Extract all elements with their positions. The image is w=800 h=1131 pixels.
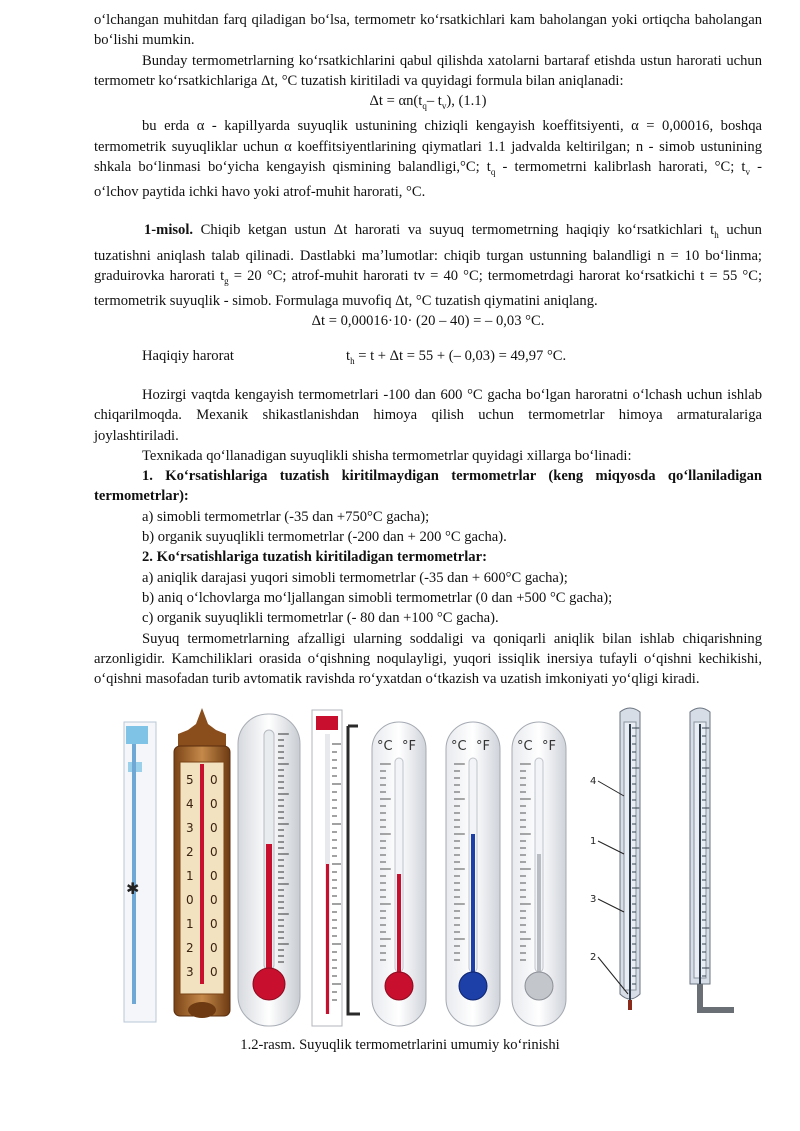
wood-scale-digit: 0 (186, 893, 194, 907)
wood-scale-digit: 1 (186, 869, 194, 883)
wood-scale-digit: 2 (186, 845, 194, 859)
paragraph: Suyuq termometrlarning afzalligi ularning soddaligi va qoniqarli aniqlik bilan ishlab chiqarishning arzonligidir. Kamchiliklari orasida oʻqishning noqulayligi, yuqori issiqlik inersiya tufayli oʻqishni kechikishi, oʻqishni masofadan turib avtomatik ravishda roʻyxatdan oʻtkazish va uzatish imkoniyati yoʻqligi kiradi. (94, 630, 762, 688)
wood-scale-digit: 0 (210, 797, 218, 811)
list-item: a) simobli termometrlar (-35 dan +750°C gacha); (142, 508, 430, 525)
celsius-fahrenheit-thermometer-blue-icon (446, 722, 500, 1026)
svg-text:°F: °F (476, 739, 490, 754)
wood-scale-digit: 0 (210, 893, 218, 907)
formula-1-1: $\Delta t = \alpha n(t_q-$ $t_v$), (1.1) (369, 93, 487, 112)
celsius-fahrenheit-thermometer-grey-icon (512, 722, 566, 1026)
section-heading-1: 1. Koʻrsatishlariga tuzatish kiritilmaydigan termometrlar (keng miqyosda qoʻllaniladigan termometrlar): (94, 468, 762, 505)
technical-thermometer-diagram-icon (590, 708, 640, 1010)
wood-scale-digit: 0 (210, 821, 218, 835)
svg-text:°C: °C (517, 739, 533, 754)
thermometers-figure (118, 704, 758, 1030)
wood-scale-digit: 0 (210, 965, 218, 979)
svg-text:°F: °F (402, 739, 416, 754)
paragraph: Hozirgi vaqtda kengayish termometrlari -100 dan 600 °C gacha boʻlgan haroratni oʻlchash uchun ishlab chiqarilmoqda. Mexanik shikastlanishdan himoya qilish uchun termometrlar himoya armaturalariga joylashtiriladi. (94, 386, 762, 444)
svg-text:3: 3 (590, 894, 597, 905)
svg-text:✱: ✱ (126, 879, 140, 898)
svg-text:°F: °F (542, 739, 556, 754)
angled-technical-thermometer-icon (690, 708, 734, 1010)
section-heading-2: 2. Koʻrsatishlariga tuzatish kiritiladigan termometrlar: (142, 549, 487, 566)
list-item: c) organik suyuqlikli termometrlar (- 80 dan +100 °C gacha). (142, 610, 499, 627)
calculation-2: Haqiqiy harorat $t_h = t + \Delta t = 55$ + (– 0,03) = 49,97 °C. (142, 347, 567, 366)
list-item: a) aniqlik darajasi yuqori simobli termometrlar (-35 dan + 600°C gacha); (142, 569, 568, 586)
svg-text:°C: °C (451, 739, 467, 754)
red-thermometer-icon (238, 714, 300, 1026)
example-label: 1-misol. (144, 222, 194, 239)
wood-scale-digit: 0 (210, 917, 218, 931)
paragraph: Texnikada qoʻllanadigan suyuqlikli shisha termometrlar quyidagi xillarga boʻlinadi: (142, 447, 632, 464)
svg-text:4: 4 (590, 776, 597, 787)
wood-scale-digit: 0 (210, 869, 218, 883)
celsius-fahrenheit-thermometer-red-icon (372, 722, 426, 1026)
svg-text:°C: °C (377, 739, 393, 754)
bracket-thermometer-icon (312, 710, 360, 1026)
list-item: b) organik suyuqlikli termometrlar (-200 dan + 200 °C gacha). (142, 529, 507, 546)
list-item: b) aniq oʻlchovlarga moʻljallangan simobli termometrlar (0 dan +500 °C gacha); (142, 589, 613, 606)
wood-scale-digit: 2 (186, 941, 194, 955)
figure-caption: 1.2-rasm. Suyuqlik termometrlarini umumiy koʻrinishi (240, 1037, 560, 1053)
thermometer-strip-icon (124, 722, 156, 1022)
wood-scale-digit: 4 (186, 797, 194, 811)
svg-text:1: 1 (590, 836, 597, 847)
paragraph: bu erda α - kapillyarda suyuqlik ustunining chiziqli kengayish koeffitsiyenti, α = 0,00016, boshqa termometrik suyuqliklar uchun α koeffitsiyentlarining qiymatlari 1.1 jadvalda keltirilgan; n - simob ustunining shkala boʻlinmasi boʻyicha kengayish qismining balandligi,°C; $t_q$ - termometrni kalibrlash harorati, °C; $t_v$ - oʻlchov paytida ichki havo yoki atrof-muhit harorati, °C. (94, 118, 763, 201)
paragraph: Bunday termometrlarning koʻrsatkichlarini qabul qilishda xatolarni bartaraf etishda ustun harorati uchun termometr koʻrsatkichlariga Δt, °C tuzatish kiritiladi va quyidagi formula bilan aniqlanadi: (94, 52, 762, 89)
wood-scale-digit: 5 (186, 773, 194, 787)
wood-scale-digit: 0 (210, 941, 218, 955)
wood-scale-digit: 1 (186, 917, 194, 931)
wooden-thermometer-icon (174, 708, 230, 1018)
paragraph: oʻlchangan muhitdan farq qiladigan boʻlsa, termometr koʻrsatkichlari kam baholangan yoki ortiqcha baholangan boʻlishi mumkin. (94, 12, 762, 49)
wood-scale-digit: 3 (186, 965, 194, 979)
wood-scale-digit: 3 (186, 821, 194, 835)
example-paragraph: 1-misol. Chiqib ketgan ustun Δt harorati va suyuq termometrning haqiqiy koʻrsatkichlari $t_h$ uchun tuzatishni aniqlash talab qilinadi. Dastlabki maʼlumotlar: chiqib turgan ustunning balandligi n = 10 boʻlinma; graduirovka harorati $t_g = 20$ °C; atrof-muhit harorati tv = 40 °C; termometrdagi harorat koʻrsatkichi t = 55 °C; termometrik suyuqlik - simob. Formulaga muvofiq Δt, °C tuzatish qiymatini aniqlang. (94, 222, 762, 310)
svg-text:2: 2 (590, 952, 597, 963)
document-body (94, 10, 762, 689)
wood-scale-digit: 0 (210, 845, 218, 859)
wood-scale-digit: 0 (210, 773, 218, 787)
calculation-1: Δt = 0,00016·10· (20 – 40) = – 0,03 °C. (311, 313, 545, 330)
